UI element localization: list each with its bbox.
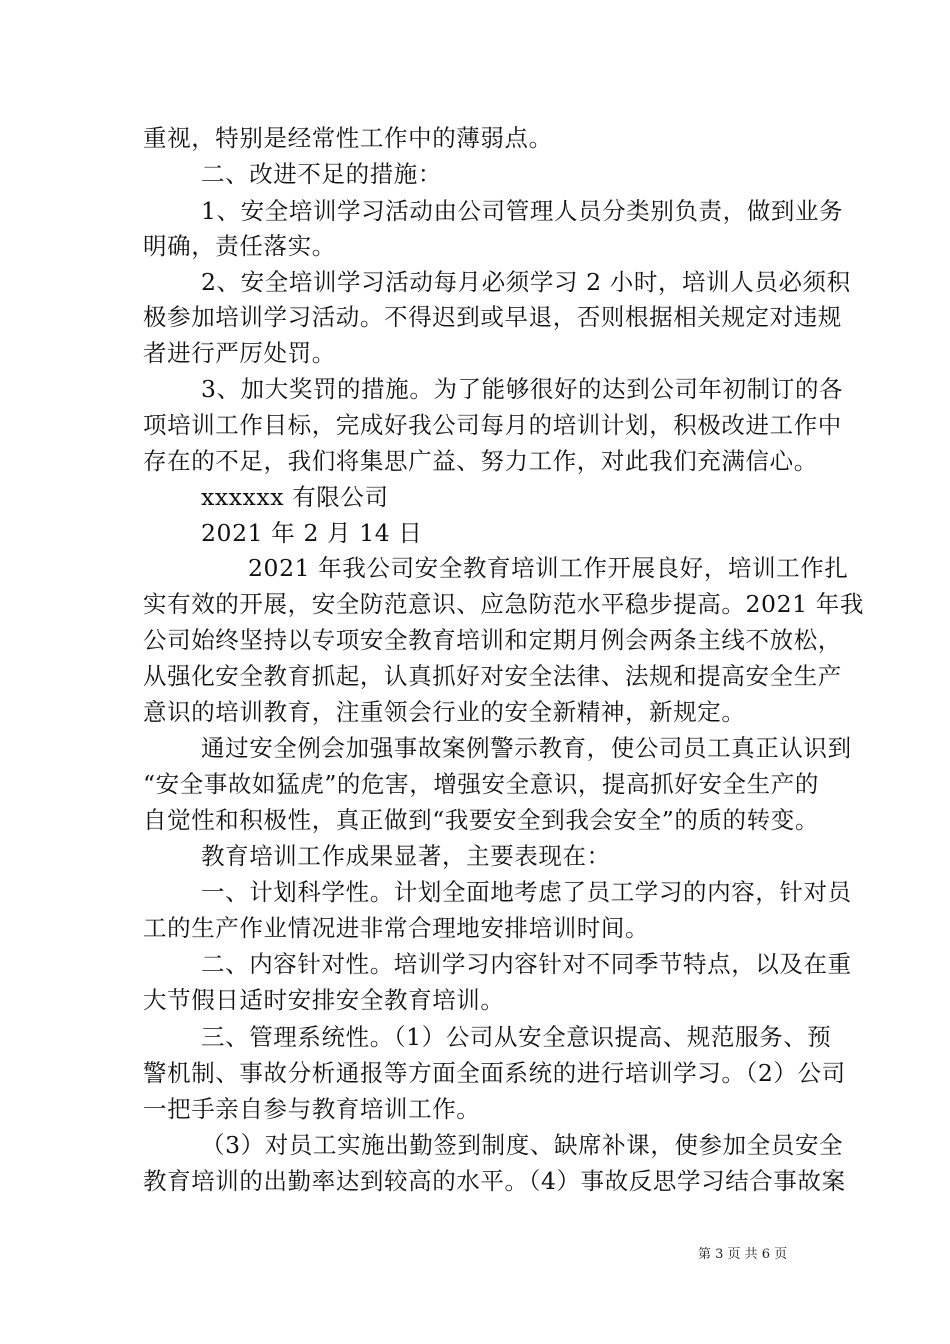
text-line: 工的生产作业情况进非常合理地安排培训时间。 — [143, 914, 650, 942]
text-line: 意识的培训教育，注重领会行业的安全新精神，新规定。 — [143, 698, 746, 726]
text-line: 2、安全培训学习活动每月必须学习 2 小时，培训人员必须积 — [201, 268, 851, 296]
section-heading: 二、改进不足的措施： — [201, 160, 442, 188]
text-line: 2021 年我公司安全教育培训工作开展良好，培训工作扎 — [248, 554, 849, 582]
page-number: 第 3 页 共 6 页 — [698, 1247, 788, 1262]
text-line: 者进行严厉处罚。 — [143, 339, 336, 367]
text-line: 极参加培训学习活动。不得迟到或早退，否则根据相关规定对违规 — [143, 303, 842, 331]
text-line: 重视，特别是经常性工作中的薄弱点。 — [143, 124, 553, 152]
text-line: （3）对员工实施出勤签到制度、缺席补课，使参加全员安全 — [201, 1131, 844, 1159]
text-line: 1、安全培训学习活动由公司管理人员分类别负责，做到业务 — [201, 197, 844, 225]
text-line: 教育培训的出勤率达到较高的水平。（4）事故反思学习结合事故案 — [143, 1167, 846, 1195]
text-line: 一把手亲自参与教育培训工作。 — [143, 1095, 481, 1123]
text-line: 项培训工作目标，完成好我公司每月的培训计划，积极改进工作中 — [143, 411, 842, 439]
text-line: 公司始终坚持以专项安全教育培训和定期月例会两条主线不放松， — [143, 626, 842, 654]
text-line: 三、管理系统性。（1）公司从安全意识提高、规范服务、预 — [201, 1023, 832, 1051]
text-line: 大节假日适时安排安全教育培训。 — [143, 986, 505, 1014]
text-line: 实有效的开展，安全防范意识、应急防范水平稳步提高。2021 年我 — [143, 590, 864, 618]
text-line: “安全事故如猛虎”的危害，增强安全意识，提高抓好安全生产的 — [143, 770, 819, 798]
document-date: 2021 年 2 月 14 日 — [201, 519, 423, 547]
text-line: 警机制、事故分析通报等方面全面系统的进行培训学习。（2）公司 — [143, 1059, 846, 1087]
text-line: 自觉性和积极性，真正做到“我要安全到我会安全”的质的转变。 — [143, 806, 819, 834]
text-line: 通过安全例会加强事故案例警示教育，使公司员工真正认识到 — [201, 734, 852, 762]
text-line: 明确，责任落实。 — [143, 232, 336, 260]
text-line: 一、计划科学性。计划全面地考虑了员工学习的内容，针对员 — [201, 878, 852, 906]
company-signature: xxxxxx 有限公司 — [201, 483, 389, 511]
text-line: 存在的不足，我们将集思广益、努力工作，对此我们充满信心。 — [143, 447, 818, 475]
text-line: 二、内容针对性。培训学习内容针对不同季节特点，以及在重 — [201, 950, 852, 978]
text-line: 教育培训工作成果显著，主要表现在： — [201, 842, 611, 870]
text-line: 3、加大奖罚的措施。为了能够很好的达到公司年初制订的各 — [201, 375, 844, 403]
text-line: 从强化安全教育抓起，认真抓好对安全法律、法规和提高安全生产 — [143, 662, 842, 690]
